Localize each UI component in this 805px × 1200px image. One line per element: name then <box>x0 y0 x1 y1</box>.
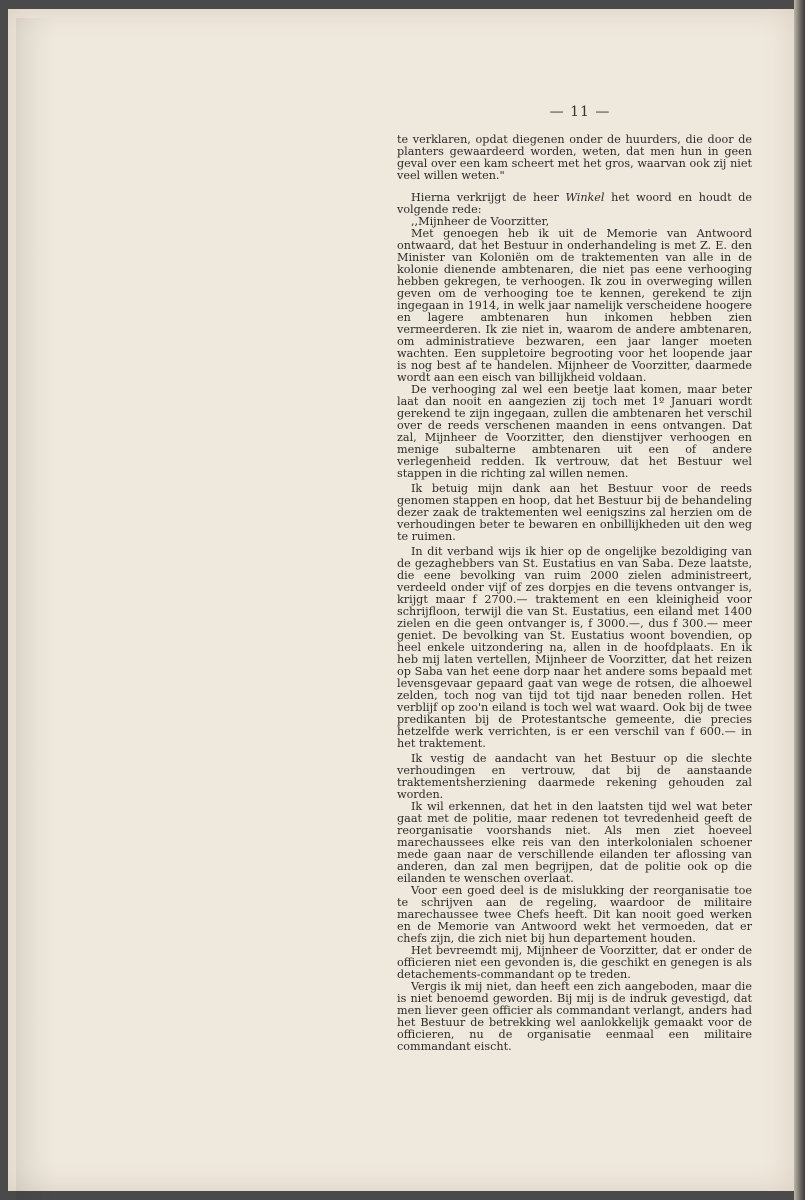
page-edge <box>794 0 805 1200</box>
page-number: — 11 — <box>549 104 611 120</box>
paragraph: De verhooging zal wel een beetje laat komen, maar beter laat dan nooit en aangezien zij toch met 1º Januari wordt gerekend te zijn ingegaan, zullen die ambtenaren het verschil over de reeds verschenen maanden in eens ontvangen. Dat zal, Mijnheer de Voorzitter, den dienstijver verhoogen en menige subalterne ambtenaren uit een of andere verlegenheid redden. Ik vertrouw, dat het Bestuur wel stappen in die richting zal willen nemen. <box>397 383 752 480</box>
body-text <box>397 134 752 1053</box>
paragraph: Voor een goed deel is de mislukking der reorganisatie toe te schrijven aan de regeling, waardoor de militaire marechaussee twee Chefs heeft. Dit kan nooit goed werken en de Memorie van Antwoord wekt het vermoeden, dat er chefs zijn, die zich niet bij hun departement houden. <box>397 884 752 945</box>
paragraph: Het bevreemdt mij, Mijnheer de Voorzitter, dat er onder de officieren niet een gevonden is, die geschikt en genegen is als detachements-commandant op te treden. <box>397 944 752 981</box>
speaker-name: Winkel <box>565 191 605 204</box>
speaker-intro: Hierna verkrijgt de heer Winkel het woord en houdt de volgende rede: <box>397 191 752 216</box>
paragraph: Ik vestig de aandacht van het Bestuur op die slechte verhoudingen en vertrouw, dat bij de aanstaande traktementsherziening daarmede rekening gehouden zal worden. <box>397 752 752 801</box>
paragraph: In dit verband wijs ik hier op de ongelijke bezoldiging van de gezaghebbers van St. Eustatius en van Saba. Deze laatste, die eene bevolking van ruim 2000 zielen administreert, verdeeld onder vijf of zes dorpjes en die tevens ontvanger is, krijgt maar f 2700.— traktement en een kleinigheid voor schrijfloon, terwijl die van St. Eustatius, een eiland met 1400 zielen en die geen ontvanger is, f 3000.—, dus f 300.— meer geniet. De bevolking van St. Eustatius woont bovendien, op heel enkele uitzondering na, allen in de hoofdplaats. En ik heb mij laten vertellen, Mijnheer de Voorzitter, dat het reizen op Saba van het eene dorp naar het andere soms bepaald met levensgevaar gepaard gaat van wege de rotsen, die alhoewel zelden, toch nog van tijd tot tijd naar beneden rollen. Het verblijf op zoo'n eiland is toch wel wat waard. Ook bij de twee predikanten bij de Protestantsche gemeente, die precies hetzelfde werk verrichten, is er een verschil van f 600.— in het traktement. <box>397 545 752 750</box>
paragraph: Ik betuig mijn dank aan het Bestuur voor de reeds genomen stappen en hoop, dat het Bestuur bij de behandeling dezer zaak de traktementen wel eenigszins zal herzien om de verhoudingen beter te bewaren en onbillijkheden uit den weg te ruimen. <box>397 482 752 543</box>
page-shadow <box>16 18 56 1200</box>
salutation: ,,Mijnheer de Voorzitter, <box>411 215 550 228</box>
paragraph: Met genoegen heb ik uit de Memorie van Antwoord ontwaard, dat het Bestuur in onderhandeling is met Z. E. den Minister van Koloniën om de traktementen van alle in de kolonie dienende ambtenaren, die niet pas eene verhooging hebben gekregen, te verhoogen. Ik zou in overweging willen geven om de verhooging toe te kennen, gerekend te zijn ingegaan in 1914, in welk jaar namelijk verscheidene hoogere en lagere ambtenaren hun inkomen hebben zien vermeerderen. Ik zie niet in, waarom de andere ambtenaren, om administratieve bezwaren, een jaar langer moeten wachten. Een suppletoire begrooting voor het loopende jaar is nog best af te handelen. Mijnheer de Voorzitter, daarmede wordt aan een eisch van billijkheid voldaan. <box>397 227 752 384</box>
paragraph: Ik wil erkennen, dat het in den laatsten tijd wel wat beter gaat met de politie, maar redenen tot tevredenheid geeft de reorganisatie voorshands niet. Als men ziet hoeveel marechaussees elke reis van den interkolonialen schoener mede gaan naar de verschillende eilanden ter aflossing van anderen, dan zal men begrijpen, dat de politie ook op die eilanden te wenschen overlaat. <box>397 800 752 885</box>
paragraph: Vergis ik mij niet, dan heeft een zich aangeboden, maar die is niet benoemd geworden. Bij mij is de indruk gevestigd, dat men liever geen officier als commandant verlangt, anders had het Bestuur de betrekking wel aanlokkelijk gemaakt voor de officieren, nu de organisatie eenmaal een militaire commandant eischt. <box>397 980 752 1053</box>
paragraph: te verklaren, opdat diegenen onder de huurders, die door de planters gewaardeerd worden, weten, dat men hun in geen geval over een kam scheert met het gros, waarvan ook zij niet veel willen weten." <box>397 133 752 182</box>
